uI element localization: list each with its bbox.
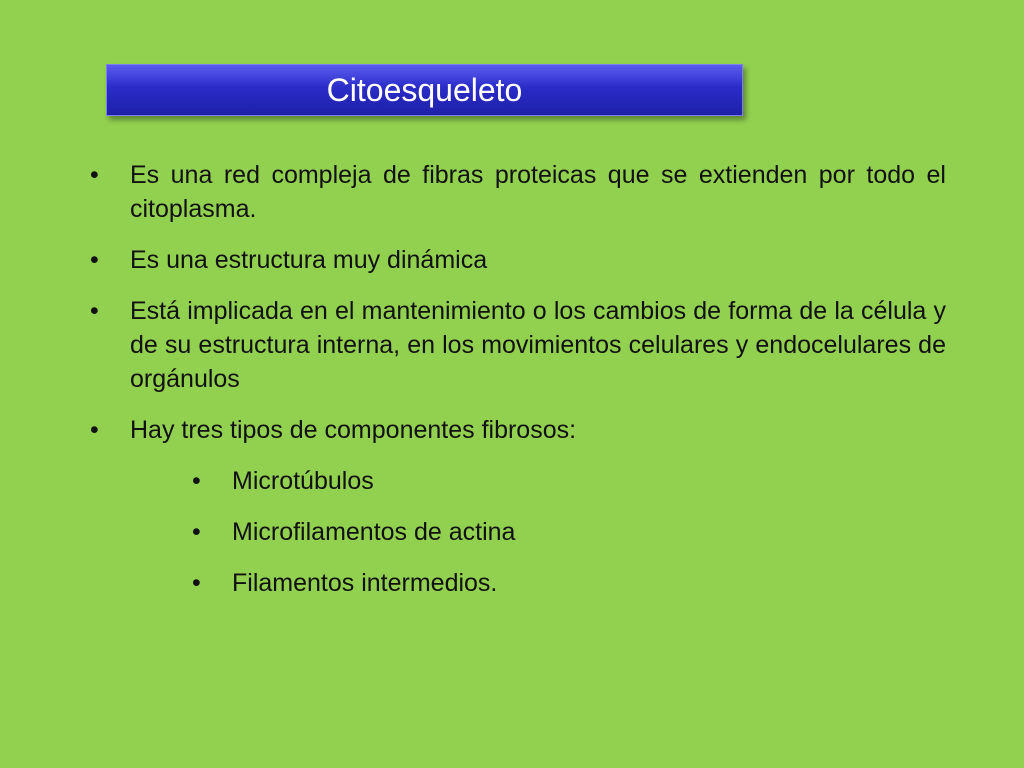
bullet-icon: • bbox=[192, 569, 201, 597]
sub-bullet-text: Filamentos intermedios. bbox=[232, 569, 498, 597]
sub-bullet-item bbox=[90, 464, 946, 498]
bullet-text: Es una estructura muy dinámica bbox=[130, 246, 488, 274]
bullet-list bbox=[90, 158, 946, 617]
bullet-icon: • bbox=[90, 297, 99, 325]
bullet-icon: • bbox=[192, 518, 201, 546]
bullet-text: Hay tres tipos de componentes fibrosos: bbox=[130, 416, 577, 444]
bullet-item bbox=[90, 158, 946, 226]
title-banner bbox=[106, 64, 743, 116]
bullet-icon: • bbox=[192, 467, 201, 495]
bullet-item bbox=[90, 294, 946, 396]
bullet-item bbox=[90, 243, 946, 277]
bullet-icon: • bbox=[90, 246, 99, 274]
bullet-icon: • bbox=[90, 416, 99, 444]
bullet-icon: • bbox=[90, 161, 99, 189]
sub-bullet-item bbox=[90, 566, 946, 600]
sub-bullet-text: Microfilamentos de actina bbox=[232, 518, 516, 546]
slide-title: Citoesqueleto bbox=[326, 72, 523, 108]
sub-bullet-item bbox=[90, 515, 946, 549]
sub-bullet-text: Microtúbulos bbox=[232, 467, 374, 495]
bullet-item bbox=[90, 413, 946, 447]
bullet-text: Es una red compleja de fibras proteicas que se extienden por todo el citoplasma. bbox=[130, 161, 946, 223]
bullet-text: Está implicada en el mantenimiento o los cambios de forma de la célula y de su estructura interna, en los movimientos celulares y endocelulares de orgánulos bbox=[130, 297, 946, 393]
